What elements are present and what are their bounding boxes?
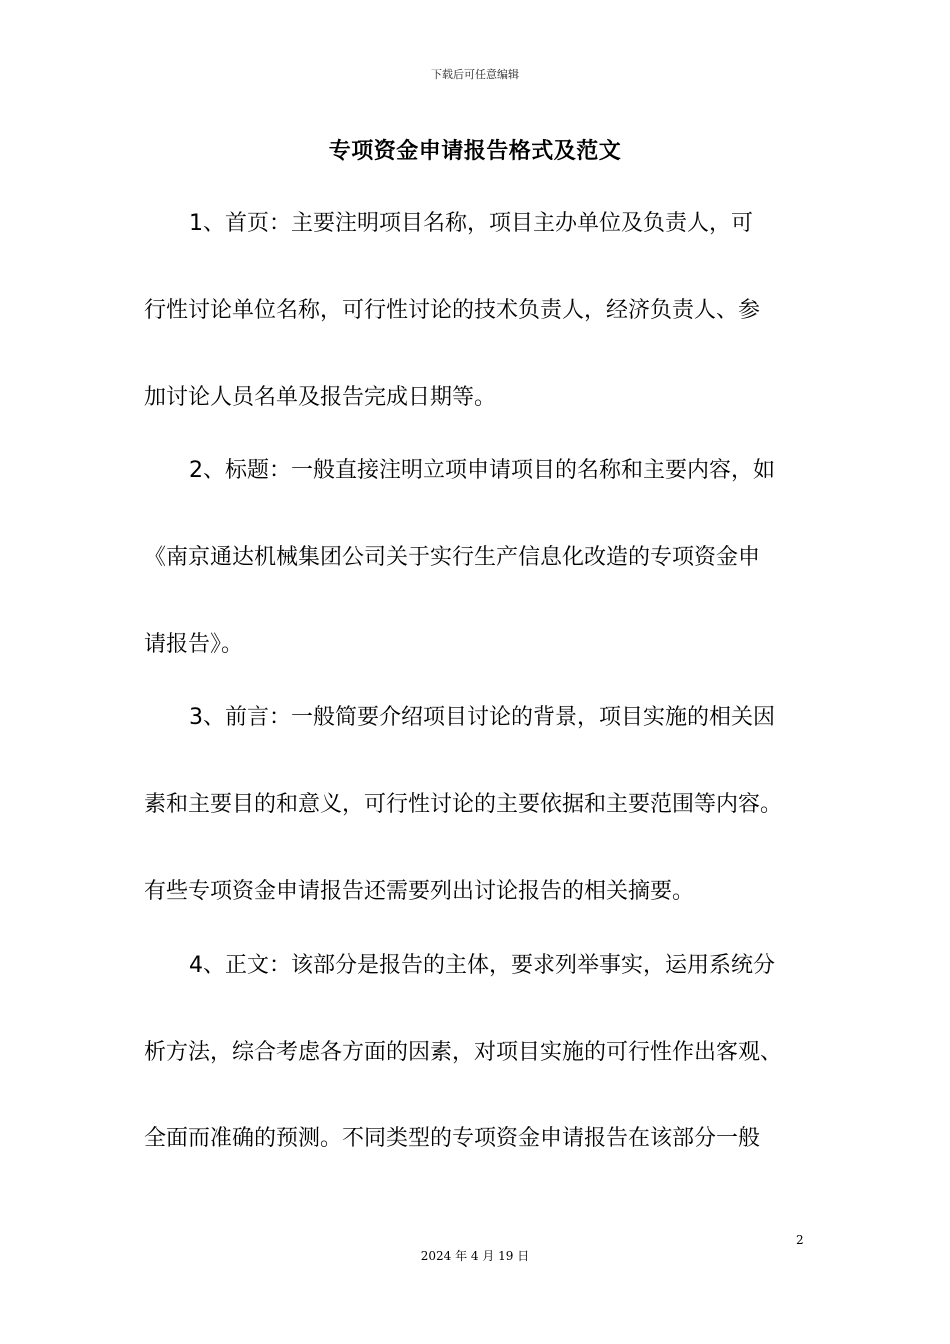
paragraph-line: 加讨论人员名单及报告完成日期等。 bbox=[144, 385, 497, 410]
paragraph-line: 《南京通达机械集团公司关于实行生产信息化改造的专项资金申 bbox=[144, 545, 761, 570]
paragraph-line: 1、首页：主要注明项目名称，项目主办单位及负责人，可 bbox=[189, 211, 753, 236]
footer-date: 2024 年 4 月 19 日 bbox=[420, 1249, 530, 1263]
paragraph-line: 析方法，综合考虑各方面的因素，对项目实施的可行性作出客观、 bbox=[144, 1040, 783, 1065]
paragraph-line: 行性讨论单位名称，可行性讨论的技术负责人，经济负责人、参 bbox=[144, 298, 761, 323]
paragraph-line: 素和主要目的和意义，可行性讨论的主要依据和主要范围等内容。 bbox=[144, 792, 783, 817]
paragraph-line: 3、前言：一般简要介绍项目讨论的背景，项目实施的相关因 bbox=[189, 705, 775, 730]
paragraph-line: 请报告》。 bbox=[144, 632, 244, 657]
paragraph-line: 2、标题：一般直接注明立项申请项目的名称和主要内容，如 bbox=[189, 458, 775, 483]
paragraph-line: 4、正文：该部分是报告的主体，要求列举事实，运用系统分 bbox=[189, 953, 775, 978]
page-number: 2 bbox=[796, 1233, 804, 1247]
paragraph-line: 全面而准确的预测。不同类型的专项资金申请报告在该部分一般 bbox=[144, 1126, 761, 1151]
document-title: 专项资金申请报告格式及范文 bbox=[328, 139, 622, 164]
paragraph-line: 有些专项资金申请报告还需要列出讨论报告的相关摘要。 bbox=[144, 879, 695, 904]
header-note: 下载后可任意编辑 bbox=[431, 68, 519, 81]
